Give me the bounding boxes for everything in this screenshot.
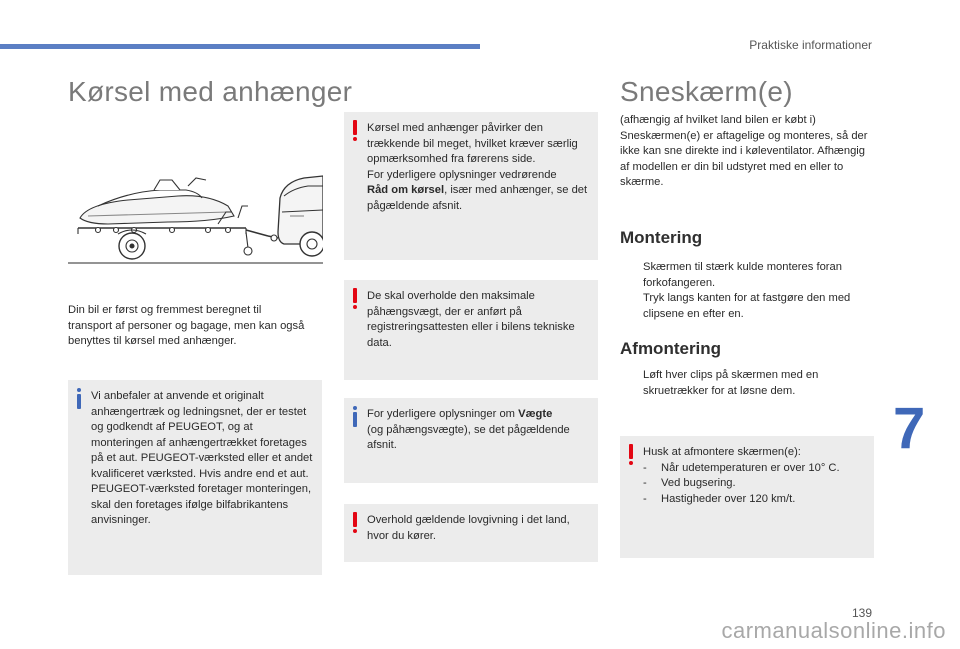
warning-icon [628,444,634,466]
info-box-weights-text [367,407,590,454]
page-title-towing: Kørsel med anhænger [68,76,353,107]
warning-box-weight-text: De skal overholde den maksimale påhængsvægt, der er anført på registreringsattesten eller i bilens tekniske data. [367,290,575,349]
warning-icon [352,512,358,534]
warning-driving-ref: Råd om kørsel [367,184,445,196]
info-icon [352,406,358,428]
warning-remove-item-text: Når udetemperaturen er over 10° C. [661,461,840,474]
warning-remove-title: Husk at afmontere skærmen(e): [643,446,801,458]
info-weights-line2: (og påhængsvægte), se det pågældende afsnit. [367,423,570,451]
montering-item-text: Tryk langs kanten for at fastgøre den med clipsene en efter en. [643,292,851,320]
watermark-text: carmanualsonline.info [721,618,946,643]
warning-box-driving [344,112,598,260]
warning-icon [352,120,358,142]
montering-item [620,260,874,292]
afmontering-item-text: Løft hver clips på skærmen med en skruetrækker for at løsne dem. [643,369,819,397]
info-weights-line1: For yderligere oplysninger om [367,408,515,420]
warning-driving-line3: , især med anhænger, se det pågældende afsnit. [367,184,588,212]
warning-box-remove-screen-text [643,445,866,507]
warning-box-law [344,504,598,562]
dash-bullet: - [643,492,647,505]
warning-driving-line1: Kørsel med anhænger påvirker den trækkende bil meget, hvilket kræver særlig opmærksomhed fra førerens side. [367,122,578,165]
afmontering-item [620,368,874,400]
page-number: 139 [851,606,872,620]
section-title: Praktiske informationer [749,38,872,52]
info-weights-ref: Vægte [518,408,553,420]
warning-box-weight [344,280,598,380]
dash-bullet: - [643,477,647,489]
warning-remove-item [643,461,866,477]
header-accent-bar [0,44,480,49]
dash-bullet: - [643,461,647,474]
montering-item-text: Skærmen til stærk kulde monteres foran forkofangeren. [643,261,842,289]
page-title-snow-screen: Sneskærm(e) [620,76,793,107]
warning-box-remove-screen [620,436,874,558]
warning-remove-item [643,476,866,492]
warning-box-law-text: Overhold gældende lovgivning i det land, hvor du kører. [367,514,570,542]
warning-icon [352,288,358,310]
warning-remove-item-text: Hastigheder over 120 km/t. [661,492,796,505]
montering-heading: Montering [620,228,703,247]
chapter-number: 7 [893,396,926,461]
warning-box-driving-text [367,121,590,214]
info-box-towbar-text: Vi anbefaler at anvende et originalt anhængertræk og ledningsnet, der er testet og godkendt af PEUGEOT, og at monteringen af anhængertrækket foretages på et aut. PEUGEOT-værksted eller et andet kvalificeret værksted. Hvis andre end et aut. PEUGEOT-værksted foretager monteringen, skal den foretages ifølge bilfabrikantens anvisninger. [91,390,313,526]
warning-remove-item [643,492,866,508]
towing-intro-text: Din bil er først og fremmest beregnet til transport af personer og bagage, men kan også benyttes til kørsel med anhænger. [68,304,305,347]
car-towing-jetski-illustration [68,166,323,266]
warning-remove-item-text: Ved bugsering. [661,477,736,489]
info-box-towbar [68,380,322,575]
afmontering-heading: Afmontering [620,339,722,358]
info-box-weights [344,398,598,483]
info-icon [76,388,82,410]
warning-driving-line2: For yderligere oplysninger vedrørende [367,168,557,181]
montering-item [620,291,874,323]
snow-screen-intro-text: (afhængig af hvilket land bilen er købt i) Sneskærmen(e) er aftagelige og monteres, så der ikke kan sne direkte ind i køleventilator. Afhængig af modellen er din bil udstyret med en eller to skærme. [620,114,868,188]
